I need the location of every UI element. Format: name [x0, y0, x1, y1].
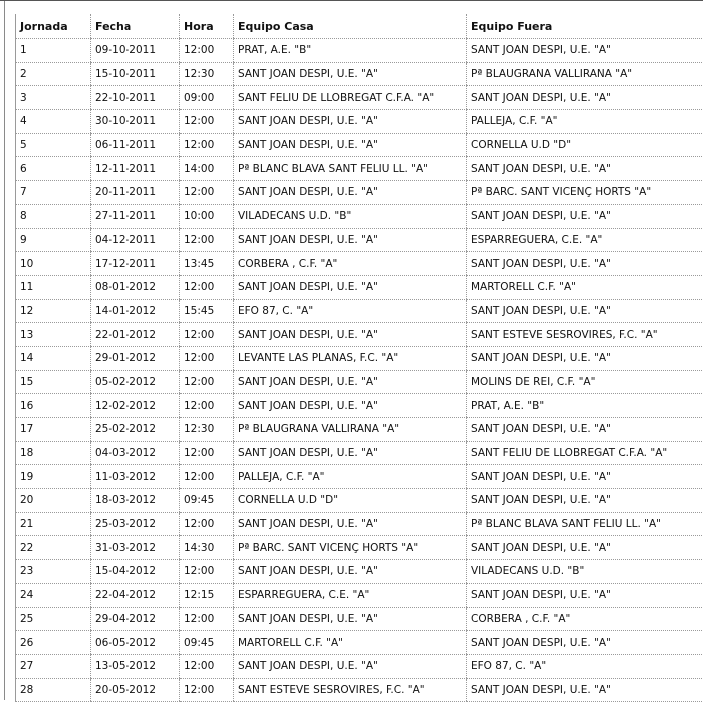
cell-jornada: 22 — [16, 536, 91, 560]
cell-equipo-casa: ESPARREGUERA, C.E. "A" — [234, 583, 467, 607]
cell-equipo-fuera: EFO 87, C. "A" — [467, 654, 703, 678]
cell-equipo-casa: SANT ESTEVE SESROVIRES, F.C. "A" — [234, 678, 467, 702]
top-border — [0, 0, 703, 1]
cell-hora: 12:00 — [180, 678, 234, 702]
cell-equipo-fuera: SANT JOAN DESPI, U.E. "A" — [467, 465, 703, 489]
cell-equipo-casa: SANT JOAN DESPI, U.E. "A" — [234, 512, 467, 536]
cell-hora: 13:45 — [180, 252, 234, 276]
cell-hora: 10:00 — [180, 204, 234, 228]
table-row — [16, 465, 703, 489]
cell-fecha: 11-03-2012 — [91, 465, 180, 489]
cell-equipo-casa: SANT JOAN DESPI, U.E. "A" — [234, 275, 467, 299]
header-hora: Hora — [180, 14, 234, 39]
cell-equipo-casa: Pª BLANC BLAVA SANT FELIU LL. "A" — [234, 157, 467, 181]
cell-fecha: 08-01-2012 — [91, 275, 180, 299]
cell-equipo-casa: SANT JOAN DESPI, U.E. "A" — [234, 607, 467, 631]
cell-equipo-fuera: SANT ESTEVE SESROVIRES, F.C. "A" — [467, 323, 703, 347]
cell-hora: 09:45 — [180, 489, 234, 513]
cell-jornada: 4 — [16, 110, 91, 134]
cell-jornada: 24 — [16, 583, 91, 607]
cell-equipo-fuera: MARTORELL C.F. "A" — [467, 275, 703, 299]
cell-equipo-casa: SANT JOAN DESPI, U.E. "A" — [234, 394, 467, 418]
cell-equipo-casa: SANT JOAN DESPI, U.E. "A" — [234, 133, 467, 157]
cell-fecha: 22-10-2011 — [91, 86, 180, 110]
cell-fecha: 12-02-2012 — [91, 394, 180, 418]
cell-equipo-casa: SANT JOAN DESPI, U.E. "A" — [234, 110, 467, 134]
left-rule — [4, 1, 5, 700]
cell-fecha: 15-04-2012 — [91, 560, 180, 584]
cell-jornada: 16 — [16, 394, 91, 418]
table-row — [16, 62, 703, 86]
cell-fecha: 25-03-2012 — [91, 512, 180, 536]
cell-fecha: 06-11-2011 — [91, 133, 180, 157]
cell-jornada: 10 — [16, 252, 91, 276]
cell-jornada: 9 — [16, 228, 91, 252]
cell-hora: 12:30 — [180, 62, 234, 86]
table-row — [16, 607, 703, 631]
cell-fecha: 30-10-2011 — [91, 110, 180, 134]
table-row — [16, 86, 703, 110]
table-row — [16, 323, 703, 347]
cell-jornada: 28 — [16, 678, 91, 702]
cell-hora: 15:45 — [180, 299, 234, 323]
cell-hora: 12:00 — [180, 181, 234, 205]
cell-equipo-fuera: CORNELLA U.D "D" — [467, 133, 703, 157]
cell-jornada: 17 — [16, 418, 91, 442]
table-row — [16, 133, 703, 157]
cell-equipo-casa: SANT JOAN DESPI, U.E. "A" — [234, 441, 467, 465]
cell-jornada: 23 — [16, 560, 91, 584]
cell-equipo-casa: SANT JOAN DESPI, U.E. "A" — [234, 228, 467, 252]
fixtures-body — [16, 39, 703, 702]
cell-equipo-fuera: SANT JOAN DESPI, U.E. "A" — [467, 204, 703, 228]
cell-fecha: 15-10-2011 — [91, 62, 180, 86]
cell-equipo-fuera: SANT JOAN DESPI, U.E. "A" — [467, 299, 703, 323]
cell-equipo-fuera: SANT JOAN DESPI, U.E. "A" — [467, 631, 703, 655]
cell-jornada: 26 — [16, 631, 91, 655]
cell-equipo-casa: LEVANTE LAS PLANAS, F.C. "A" — [234, 346, 467, 370]
table-row — [16, 275, 703, 299]
cell-hora: 12:00 — [180, 465, 234, 489]
header-fecha: Fecha — [91, 14, 180, 39]
cell-fecha: 22-04-2012 — [91, 583, 180, 607]
table-row — [16, 370, 703, 394]
cell-hora: 12:00 — [180, 228, 234, 252]
table-row — [16, 560, 703, 584]
cell-fecha: 13-05-2012 — [91, 654, 180, 678]
cell-equipo-fuera: SANT JOAN DESPI, U.E. "A" — [467, 418, 703, 442]
cell-equipo-fuera: Pª BLAUGRANA VALLIRANA "A" — [467, 62, 703, 86]
cell-fecha: 18-03-2012 — [91, 489, 180, 513]
cell-equipo-fuera: SANT JOAN DESPI, U.E. "A" — [467, 39, 703, 63]
cell-equipo-fuera: Pª BARC. SANT VICENÇ HORTS "A" — [467, 181, 703, 205]
cell-jornada: 3 — [16, 86, 91, 110]
cell-equipo-casa: CORBERA , C.F. "A" — [234, 252, 467, 276]
cell-jornada: 15 — [16, 370, 91, 394]
cell-equipo-casa: CORNELLA U.D "D" — [234, 489, 467, 513]
cell-equipo-casa: MARTORELL C.F. "A" — [234, 631, 467, 655]
table-row — [16, 512, 703, 536]
table-row — [16, 583, 703, 607]
cell-fecha: 20-05-2012 — [91, 678, 180, 702]
cell-fecha: 04-03-2012 — [91, 441, 180, 465]
cell-fecha: 31-03-2012 — [91, 536, 180, 560]
cell-equipo-casa: PRAT, A.E. "B" — [234, 39, 467, 63]
cell-fecha: 27-11-2011 — [91, 204, 180, 228]
cell-fecha: 04-12-2011 — [91, 228, 180, 252]
cell-jornada: 25 — [16, 607, 91, 631]
cell-jornada: 14 — [16, 346, 91, 370]
cell-equipo-casa: Pª BARC. SANT VICENÇ HORTS "A" — [234, 536, 467, 560]
cell-fecha: 20-11-2011 — [91, 181, 180, 205]
cell-fecha: 06-05-2012 — [91, 631, 180, 655]
cell-fecha: 29-01-2012 — [91, 346, 180, 370]
cell-fecha: 17-12-2011 — [91, 252, 180, 276]
cell-equipo-fuera: PALLEJA, C.F. "A" — [467, 110, 703, 134]
table-row — [16, 181, 703, 205]
table-row — [16, 536, 703, 560]
cell-equipo-fuera: SANT JOAN DESPI, U.E. "A" — [467, 678, 703, 702]
cell-jornada: 5 — [16, 133, 91, 157]
header-equipo-casa: Equipo Casa — [234, 14, 467, 39]
cell-jornada: 2 — [16, 62, 91, 86]
table-row — [16, 299, 703, 323]
cell-equipo-fuera: SANT JOAN DESPI, U.E. "A" — [467, 252, 703, 276]
cell-hora: 12:15 — [180, 583, 234, 607]
cell-equipo-fuera: SANT JOAN DESPI, U.E. "A" — [467, 536, 703, 560]
cell-equipo-fuera: SANT JOAN DESPI, U.E. "A" — [467, 489, 703, 513]
cell-hora: 12:00 — [180, 654, 234, 678]
cell-equipo-fuera: SANT JOAN DESPI, U.E. "A" — [467, 583, 703, 607]
cell-hora: 12:00 — [180, 512, 234, 536]
cell-hora: 12:30 — [180, 418, 234, 442]
table-row — [16, 418, 703, 442]
cell-equipo-fuera: SANT FELIU DE LLOBREGAT C.F.A. "A" — [467, 441, 703, 465]
cell-jornada: 20 — [16, 489, 91, 513]
cell-equipo-casa: SANT JOAN DESPI, U.E. "A" — [234, 62, 467, 86]
cell-hora: 12:00 — [180, 560, 234, 584]
cell-equipo-casa: SANT FELIU DE LLOBREGAT C.F.A. "A" — [234, 86, 467, 110]
cell-jornada: 13 — [16, 323, 91, 347]
cell-equipo-casa: Pª BLAUGRANA VALLIRANA "A" — [234, 418, 467, 442]
cell-hora: 09:45 — [180, 631, 234, 655]
table-row — [16, 157, 703, 181]
cell-jornada: 11 — [16, 275, 91, 299]
cell-equipo-casa: SANT JOAN DESPI, U.E. "A" — [234, 323, 467, 347]
cell-jornada: 8 — [16, 204, 91, 228]
cell-jornada: 6 — [16, 157, 91, 181]
cell-fecha: 05-02-2012 — [91, 370, 180, 394]
cell-jornada: 12 — [16, 299, 91, 323]
cell-jornada: 19 — [16, 465, 91, 489]
cell-jornada: 1 — [16, 39, 91, 63]
table-row — [16, 631, 703, 655]
cell-hora: 12:00 — [180, 607, 234, 631]
cell-hora: 12:00 — [180, 133, 234, 157]
cell-jornada: 7 — [16, 181, 91, 205]
fixtures-table — [15, 14, 703, 702]
header-equipo-fuera: Equipo Fuera — [467, 14, 703, 39]
cell-fecha: 22-01-2012 — [91, 323, 180, 347]
cell-equipo-fuera: SANT JOAN DESPI, U.E. "A" — [467, 157, 703, 181]
cell-hora: 12:00 — [180, 394, 234, 418]
cell-equipo-fuera: MOLINS DE REI, C.F. "A" — [467, 370, 703, 394]
cell-fecha: 25-02-2012 — [91, 418, 180, 442]
table-row — [16, 110, 703, 134]
cell-hora: 12:00 — [180, 441, 234, 465]
table-row — [16, 39, 703, 63]
header-row — [16, 14, 703, 39]
cell-hora: 12:00 — [180, 370, 234, 394]
cell-equipo-casa: VILADECANS U.D. "B" — [234, 204, 467, 228]
cell-hora: 12:00 — [180, 323, 234, 347]
cell-jornada: 27 — [16, 654, 91, 678]
cell-equipo-fuera: VILADECANS U.D. "B" — [467, 560, 703, 584]
cell-hora: 14:30 — [180, 536, 234, 560]
table-row — [16, 678, 703, 702]
cell-equipo-fuera: ESPARREGUERA, C.E. "A" — [467, 228, 703, 252]
cell-hora: 12:00 — [180, 346, 234, 370]
cell-fecha: 09-10-2011 — [91, 39, 180, 63]
cell-equipo-fuera: PRAT, A.E. "B" — [467, 394, 703, 418]
cell-jornada: 18 — [16, 441, 91, 465]
cell-equipo-casa: SANT JOAN DESPI, U.E. "A" — [234, 370, 467, 394]
table-row — [16, 489, 703, 513]
cell-hora: 12:00 — [180, 275, 234, 299]
cell-equipo-casa: EFO 87, C. "A" — [234, 299, 467, 323]
header-jornada: Jornada — [16, 14, 91, 39]
cell-equipo-fuera: Pª BLANC BLAVA SANT FELIU LL. "A" — [467, 512, 703, 536]
cell-equipo-fuera: SANT JOAN DESPI, U.E. "A" — [467, 346, 703, 370]
table-row — [16, 346, 703, 370]
cell-equipo-fuera: CORBERA , C.F. "A" — [467, 607, 703, 631]
table-row — [16, 441, 703, 465]
cell-jornada: 21 — [16, 512, 91, 536]
table-row — [16, 394, 703, 418]
table-row — [16, 252, 703, 276]
table-row — [16, 228, 703, 252]
cell-hora: 09:00 — [180, 86, 234, 110]
cell-fecha: 12-11-2011 — [91, 157, 180, 181]
cell-hora: 12:00 — [180, 39, 234, 63]
cell-hora: 14:00 — [180, 157, 234, 181]
cell-equipo-casa: SANT JOAN DESPI, U.E. "A" — [234, 181, 467, 205]
cell-equipo-fuera: SANT JOAN DESPI, U.E. "A" — [467, 86, 703, 110]
table-row — [16, 654, 703, 678]
cell-equipo-casa: SANT JOAN DESPI, U.E. "A" — [234, 560, 467, 584]
cell-fecha: 14-01-2012 — [91, 299, 180, 323]
cell-equipo-casa: PALLEJA, C.F. "A" — [234, 465, 467, 489]
cell-equipo-casa: SANT JOAN DESPI, U.E. "A" — [234, 654, 467, 678]
cell-hora: 12:00 — [180, 110, 234, 134]
table-row — [16, 204, 703, 228]
cell-fecha: 29-04-2012 — [91, 607, 180, 631]
